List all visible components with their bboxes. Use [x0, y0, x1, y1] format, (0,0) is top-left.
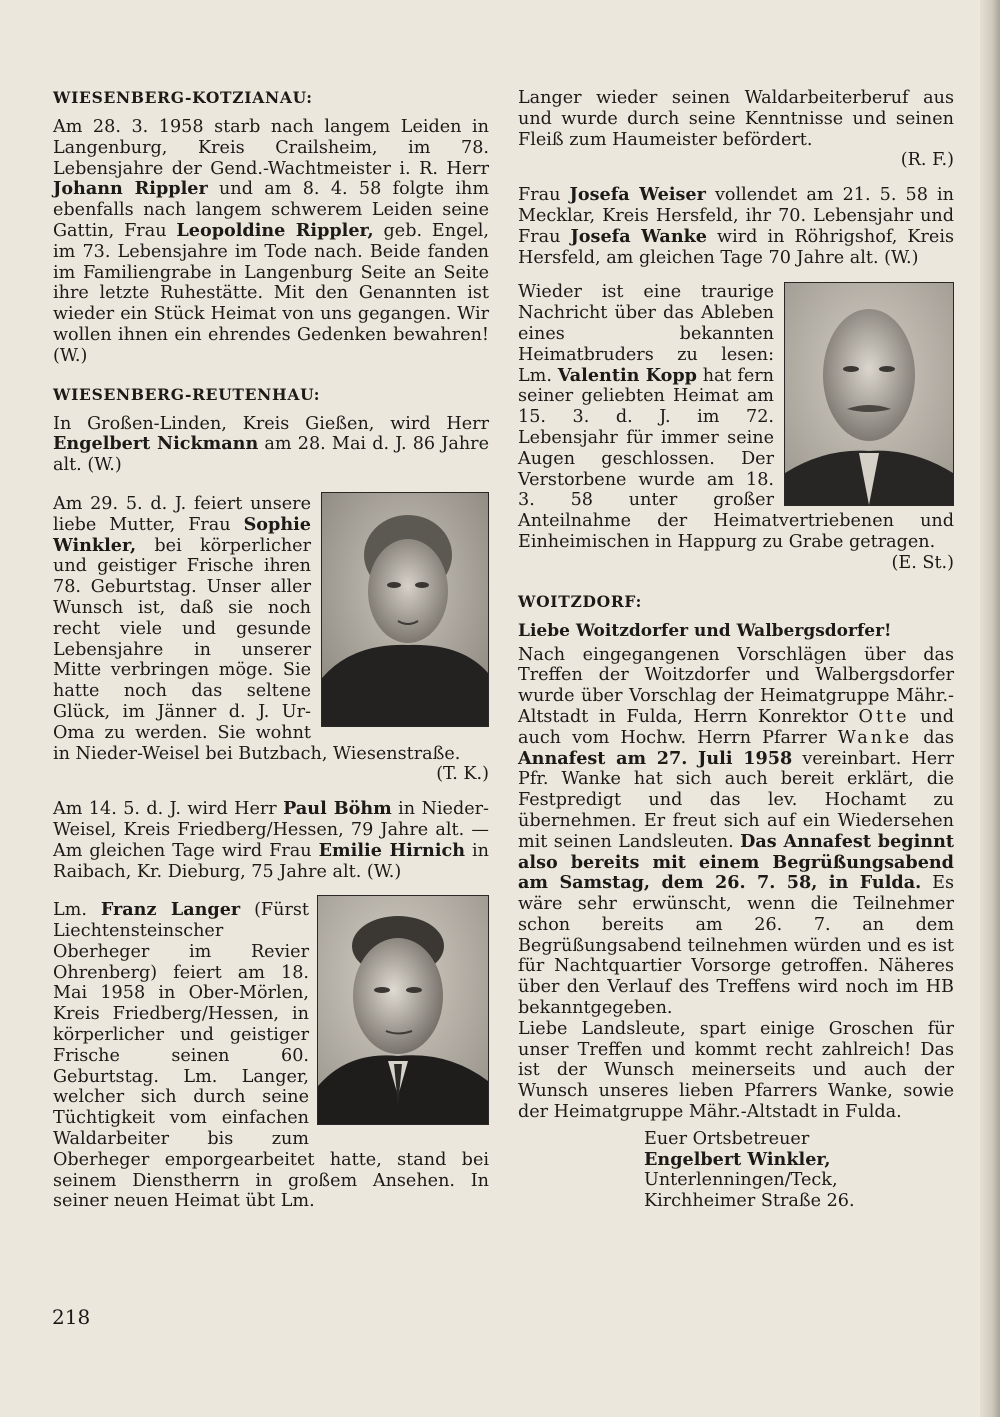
- article-kopp: Wieder ist eine traurige Nachricht über das Ableben eines bekannten Heimatbruders zu lesen: Lm. Valentin Kopp hat fern seiner geliebten Heimat am 15. 3. d. J. im 72. Lebensjahr für immer seine Augen geschlossen. Der Verstorbene wurde am 18. 3. 58 unter großer Anteilnahme der Heimatvertriebenen und Einheimischen in Happurg zu Grabe getragen. (E. St.): [518, 282, 954, 573]
- article-rippler: Am 28. 3. 1958 starb nach langem Leiden in Langenburg, Kreis Crailsheim, im 78. Lebensjahre der Gend.-Wachtmeister i. R. Herr Johann Rippler und am 8. 4. 58 folgte ihm ebenfalls nach langem schwerem Leiden seine Gattin, Frau Leopoldine Rippler, geb. Engel, im 73. Lebensjahre im Tode nach. Beide fanden im Familiengrabe in Langenburg Seite an Seite ihre letzte Ruhestätte. Mit den Genannten ist wieder ein Stück Heimat von uns gegangen. Wir wollen ihnen ein ehrendes Gedenken bewahren! (W.): [53, 117, 490, 366]
- article-winkler: Am 29. 5. d. J. feiert unsere liebe Mutter, Frau Sophie Winkler, bei körperlicher und geistiger Frische ihren 78. Geburtstag. Unser aller Wunsch ist, daß sie noch recht viele und gesunde Lebensjahre in unserer Mitte verbringen möge. Sie hatte noch das seltene Glück, im Jänner d. J. Ur-Oma zu werden. Sie wohnt in Nieder-Weisel bei Butzbach, Wiesenstraße. (T. K.): [53, 493, 489, 785]
- left-column: [53, 88, 489, 1212]
- page-spine-shadow: [980, 0, 1000, 1417]
- portrait-photo-man-kopp: [784, 282, 954, 506]
- article-langer-continued: Langer wieder seinen Waldarbeiterberuf aus und wurde durch seine Kenntnisse und seinen Fleiß zum Haumeister befördert.: [518, 88, 954, 150]
- article-langer: Lm. Franz Langer (Fürst Liechtensteinscher Oberheger im Revier Ohrenberg) feiert am 18. Mai 1958 in Ober-Mörlen, Kreis Friedberg/Hessen, in körperlicher und geistiger Frische seinen 60. Geburtstag. Lm. Langer, welcher sich durch seine Tüchtigkeit vom einfachen Waldarbeiter bis zum Oberheger emporgearbeitet hatte, stand bei seinem Dienstherrn in großem Ansehen. In seiner neuen Heimat übt Lm.: [53, 900, 489, 1212]
- article-subheading: Liebe Woitzdorfer und Walbergsdorfer!: [518, 620, 892, 641]
- section-heading-wiesenberg-kotzianau: WIESENBERG-KOTZIANAU:: [53, 88, 313, 107]
- person-name: Engelbert Nickmann: [53, 433, 259, 455]
- person-name: Sophie Winkler,: [53, 513, 311, 556]
- portrait-photo-woman: [321, 492, 489, 727]
- person-name: Josefa Wanke: [570, 225, 707, 247]
- right-column: [518, 88, 954, 1212]
- article-weiser-wanke: Frau Josefa Weiser vollendet am 21. 5. 58 in Mecklar, Kreis Hersfeld, ihr 70. Lebensjahr und Frau Josefa Wanke wird in Röhrigshof, Kreis Hersfeld, am gleichen Tage 70 Jahre alt. (W.): [518, 184, 954, 268]
- article-nickmann: In Großen-Linden, Kreis Gießen, wird Herr Engelbert Nickmann am 28. Mai d. J. 86 Jahre alt. (W.): [53, 413, 489, 476]
- portrait-photo-man-langer: [317, 895, 489, 1125]
- person-name: Josefa Weiser: [569, 184, 706, 206]
- person-name: Franz Langer: [100, 899, 241, 921]
- person-name: Paul Böhm: [283, 798, 392, 820]
- section-heading-woitzdorf: WOITZDORF:: [518, 591, 643, 611]
- person-name: Leopoldine Rippler,: [176, 219, 374, 241]
- article-boehm-hirnich: Am 14. 5. d. J. wird Herr Paul Böhm in Nieder-Weisel, Kreis Friedberg/Hessen, 79 Jahre alt. — Am gleichen Tage wird Frau Emilie Hirnich in Raibach, Kr. Dieburg, 75 Jahre alt. (W.): [53, 798, 489, 882]
- author-initials: (R. F.): [900, 150, 954, 171]
- person-name: Emilie Hirnich: [318, 839, 466, 861]
- page-number: 218: [52, 1305, 91, 1329]
- article-annafest-appeal: Liebe Landsleute, spart einige Groschen für unser Treffen und kommt recht zahlreich! Das ist der Wunsch meinerseits und auch der Wunsch unseres lieben Pfarrers Wanke, sowie der Heimatgruppe Mähr.-Altstadt in Fulda.: [518, 1018, 954, 1123]
- author-initials: (E. St.): [891, 552, 954, 573]
- author-initials: (T. K.): [436, 764, 489, 785]
- signatory-name: Engelbert Winkler,: [644, 1148, 831, 1170]
- section-heading-wiesenberg-reutenhau: WIESENBERG-REUTENHAU:: [53, 384, 321, 404]
- person-name: Valentin Kopp: [557, 364, 697, 386]
- signature-block: Euer Ortsbetreuer Engelbert Winkler, Unterlenningen/Teck, Kirchheimer Straße 26.: [644, 1129, 954, 1212]
- article-annafest: Nach eingegangenen Vorschlägen über das Treffen der Woitzdorfer und Walbergsdorfer wurde über Vorschlag der Heimatgruppe Mähr.-Altstadt in Fulda, Herrn Konrektor Otte und auch vom Hochw. Herrn Pfarrer Wanke das Annafest am 27. Juli 1958 vereinbart. Herr Pfr. Wanke hat sich auch bereit erklärt, die Festpredigt und das lev. Hochamt zu übernehmen. Er freut sich auf ein Wiedersehen mit seinen Landsleuten. Das Annafest beginnt also bereits mit einem Begrüßungsabend am Samstag, dem 26. 7. 58, in Fulda. Es wäre sehr erwünscht, wenn die Teilnehmer schon bereits am 26. 7. an dem Begrüßungsabend teilnehmen würden und es ist für Nachtquartier Vorsorge getroffen. Näheres über den Verlauf des Treffens wird noch im HB bekanntgegeben.: [518, 644, 954, 1019]
- person-name: Johann Rippler: [53, 178, 208, 200]
